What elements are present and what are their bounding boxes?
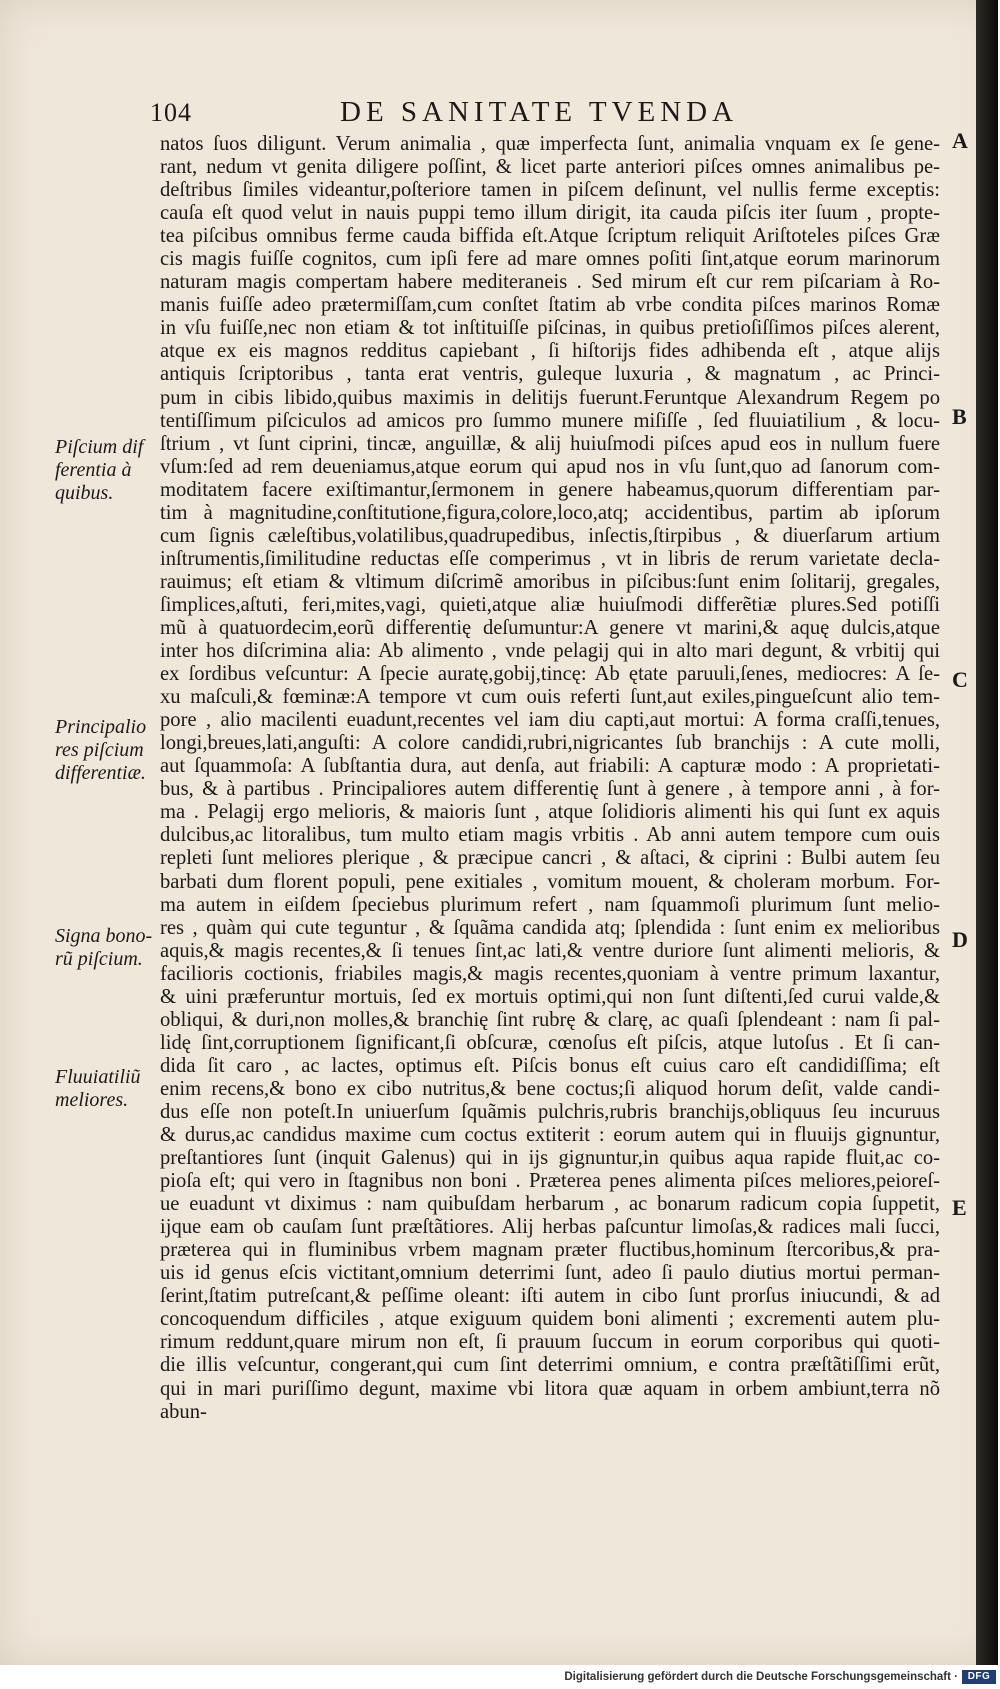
text-line: enim recens,& bono ex cibo nutritus,& bene coctus;ſi aliquod horum deſit, valde candi- (160, 1077, 940, 1100)
footer-bar (0, 1667, 1000, 1689)
text-line: præterea qui in fluminibus vrbem magnam præter fluctibus,hominum ſtercoribus,& pra- (160, 1239, 940, 1262)
text-line: ſimplices,aſtuti, feri,mites,vagi, quieti,atque aliæ huiuſmodi differẽtiæ plures.Sed potiſſi (160, 593, 940, 616)
text-line: bus, & à partibus . Principaliores autem differentię ſunt à genere , à tempore anni , à for- (160, 778, 940, 801)
text-line: inter hos diſcrimina alia: Ab alimento , vnde pelagij qui in alto mari degunt, & vrbitij qui (160, 640, 940, 663)
text-line: ex ſordibus veſcuntur: A ſpecie auratę,gobij,tincę: Ab ętate paruuli,ſenes, mediocres: A ſe- (160, 663, 940, 686)
marginal-note (55, 436, 157, 505)
text-line: dus eſſe non poteſt.In uniuerſum ſquãmis pulchris,rubris branchijs,obliquus ſeu incuruus (160, 1100, 940, 1123)
text-line: rant, nedum vt genita diligere poſſint, & licet parte anteriori piſces omnes animalibus pe- (160, 156, 940, 179)
text-line: tim à magnitudine,conſtitutione,figura,colore,loco,atq; accidentibus, partim ab ipſorum (160, 501, 940, 524)
marginal-note-line: res piſcium (55, 739, 144, 761)
text-line: ſtrium , vt ſunt ciprini, tincæ, anguillæ, & alij huiuſmodi piſces apud eos in nullum fuere (160, 432, 940, 455)
text-line: res , quàm qui cute teguntur , & ſquãma candida atq; ſplendida : ſunt enim ex melioribus (160, 916, 940, 939)
marginal-note-line: Piſcium dif (55, 436, 144, 458)
section-letter-c: C (952, 667, 968, 692)
text-line: repleti ſunt meliores plerique , & præcipue cancri , & aſtaci, & ciprini : Bulbi autem ſeu (160, 847, 940, 870)
text-line: antiquis ſcriptoribus , tanta erat ventris, guleque luxuria , & magnatum , ac Princi- (160, 363, 940, 386)
text-line: cum ſignis cæleſtibus,volatilibus,quadrupedibus, inſectis,ſtirpibus , & diuerſarum artium (160, 524, 940, 547)
text-line: tea piſcibus omnibus ferme cauda biffida eſt.Atque ſcriptum reliquit Ariſtoteles piſces Græ (160, 225, 940, 248)
text-line: cis magis fuiſſe cognitos, cum ipſi fere ad mare omnes poſiti ſint,atque eorum marinorum (160, 248, 940, 271)
text-line: ma autem in eiſdem ſpeciebus plurimum refert , nam ſquammoſi plurimum ſunt melio- (160, 893, 940, 916)
text-line: & durus,ac candidus maxime cum coctus extiterit : eorum autem qui in fluuijs gignuntur, (160, 1124, 940, 1147)
text-line: concoquendum difficiles , atque exiguum quidem boni alimenti ; excrementi autem plu- (160, 1308, 940, 1331)
text-line: aquis,& magis recentes,& ſi tenues ſint,ac lati,& ventre duriore ſunt alimenti melioris, & (160, 939, 940, 962)
section-letter-b: B (952, 404, 967, 429)
page-header (150, 96, 940, 136)
text-line: longi,breues,lati,anguſti: A colore candidi,rubri,nigricantes ſub branchijs : A cute molli, (160, 732, 940, 755)
text-line: ma . Pelagij ergo melioris, & maioris ſunt , atque ſolidioris alimenti his qui ſunt ex aquis (160, 801, 940, 824)
marginal-note-line: ferentia à (55, 459, 132, 481)
section-letter-d: D (952, 927, 968, 952)
running-title: DE SANITATE TVENDA (340, 96, 739, 128)
text-line: dulcibus,ac litoralibus, tum multo etiam magis vrbitis . Ab anni autem tempore cum ouis (160, 824, 940, 847)
text-line: deſtribus ſimiles videantur,poſteriore tamen in piſcem deſinunt, vel nullis ferme exceptis: (160, 179, 940, 202)
text-line: vſum:ſed ad rem deueniamus,atque eorum qui apud nos in vſu ſunt,quo ad ſanorum com- (160, 455, 940, 478)
text-line: ijque eam ob cauſam ſunt præſtãtiores. Alij herbas paſcuntur limoſas,& radices mali ſucci, (160, 1216, 940, 1239)
text-line: pioſa eſt; qui vero in ſtagnibus non boni . Præterea penes alimenta piſces meliores,peioreſ- (160, 1170, 940, 1193)
text-line: xu maſculi,& fœminæ:A tempore vt cum ouis referti ſunt,aut exiles,pingueſcunt alio tem- (160, 686, 940, 709)
text-line: lidę ſint,corruptionem ſignificant,ſi obſcuræ, cœnoſus eſt piſcis, atque lutoſus . Et ſi can- (160, 1031, 940, 1054)
text-line: aut ſquammoſa: A ſubſtantia dura, aut denſa, aut friabili: A capturæ modo : A proprietati- (160, 755, 940, 778)
marginal-note (55, 925, 157, 971)
section-letter-a: A (952, 128, 968, 153)
text-line: facilioris coctionis, friabiles magis,& magis recentes,quoniam à ventre primum laxantur, (160, 962, 940, 985)
text-line: uis id genus eſcis victitant,omnium deterrimi ſunt, adeo ſi paulo diutius mortui perman- (160, 1262, 940, 1285)
dfg-logo: DFG (962, 1670, 996, 1684)
marginal-note (55, 1066, 157, 1112)
text-line: naturam magis compertam habere mediteraneis . Sed mirum eſt cur rem piſcariam à Ro- (160, 271, 940, 294)
text-line: rauimus; eſt etiam & vltimum diſcrimẽ amoribus in piſcibus:ſunt enim ſolitarij, gregales, (160, 570, 940, 593)
text-line: dida ſit caro , ac lactes, optimus eſt. Piſcis bonus eſt cuius caro eſt candidiſſima; eſt (160, 1054, 940, 1077)
text-line: cauſa eſt quod velut in nauis puppi temo illum dirigit, ita cauda piſcis iter ſuum , propte- (160, 202, 940, 225)
marginal-note-line: Principalio (55, 716, 147, 738)
text-line: ſerint,ſtatim putreſcant,& peſſime oleant: iſti autem in cibo ſunt prorſus iniucundi, & ad (160, 1285, 940, 1308)
marginal-note-line: rũ piſcium. (55, 948, 143, 970)
text-line: die illis veſcuntur, congerant,qui cum ſint deterrimi omnium, e contra præſtãtiſſimi erũt, (160, 1354, 940, 1377)
marginal-note-line: differentiæ. (55, 762, 146, 784)
text-line: manis fuiſſe adeo prætermiſſam,cum conſtet ſtatim ab vrbe condita piſces marinos Romæ (160, 294, 940, 317)
text-line: tentiſſimum piſciculos ad amicos pro ſummo munere miſiſſe , ſed fluuiatilium , & locu- (160, 409, 940, 432)
text-line: pore , alio macilenti euadunt,recentes vel iam diu capti,aut mortui: A forma craſſi,tenues, (160, 709, 940, 732)
text-line: rimum reddunt,quare mirum non eſt, ſi prauum ſuccum in eorum corporibus qui quoti- (160, 1331, 940, 1354)
text-line: ue euadunt vt diximus : nam quibuſdam herbarum , ac bonarum radicum copia ſuppetit, (160, 1193, 940, 1216)
text-line: qui in mari puriſſimo degunt, maxime vbi litora quæ aquam in orbem ambiunt,terra nõ (160, 1377, 940, 1400)
text-line: barbati dum florent populi, pene exitiales , vomitum mouent, & choleram morbum. For- (160, 870, 940, 893)
text-line: atque ex eis magnos redditus capiebant , ſi hiſtorijs fides adhibenda eſt , atque alijs (160, 340, 940, 363)
marginal-note-line: meliores. (55, 1089, 129, 1111)
text-line: abun- (160, 1400, 207, 1423)
marginal-note-line: quibus. (55, 482, 114, 504)
text-line: mũ à quatuordecim,eorũ differentię deſumuntur:A genere vt marini,& aquę dulcis,atque (160, 616, 940, 639)
text-line: inſtrumentis,ſimilitudine reductas eſſe comperimus , vt in libris de rerum varietate decla- (160, 547, 940, 570)
text-line: pum in cibis libido,quibus maximis in delitijs fuerunt.Feruntque Alexandrum Regem po (160, 386, 940, 409)
text-line: moditatem facere exiſtimantur,ſermonem in genere habeamus,quorum differentiam par- (160, 478, 940, 501)
page-edge-shadow (976, 0, 998, 1665)
text-line: in vſu fuiſſe,nec non etiam & tot inſtituiſſe piſcinas, in quibus pretioſiſſimos piſces alerent, (160, 317, 940, 340)
marginal-note-line: Signa bono- (55, 925, 153, 947)
text-line: obliqui, & duri,non molles,& branchię ſint rubrę & clarę, ac quaſi ſplendeant : nam ſi pal- (160, 1008, 940, 1031)
marginal-note-line: Fluuiatiliũ (55, 1066, 141, 1088)
text-line: & uini præferuntur mortuis, ſed ex mortuis optimi,qui non ſunt diſtenti,ſed curui valde,& (160, 985, 940, 1008)
funding-notice: Digitalisierung gefördert durch die Deutsche Forschungsgemeinschaft · (564, 1671, 958, 1683)
text-line: preſtantiores ſunt (inquit Galenus) qui in ijs gignuntur,in quibus aqua rapide fluit,ac co- (160, 1147, 940, 1170)
body-text (160, 133, 940, 1424)
marginal-note (55, 716, 157, 785)
section-letter-e: E (952, 1195, 967, 1220)
text-line: natos ſuos diligunt. Verum animalia , quæ imperfecta ſunt, animalia vnquam ex ſe gene- (160, 133, 940, 155)
page-number: 104 (150, 98, 192, 127)
